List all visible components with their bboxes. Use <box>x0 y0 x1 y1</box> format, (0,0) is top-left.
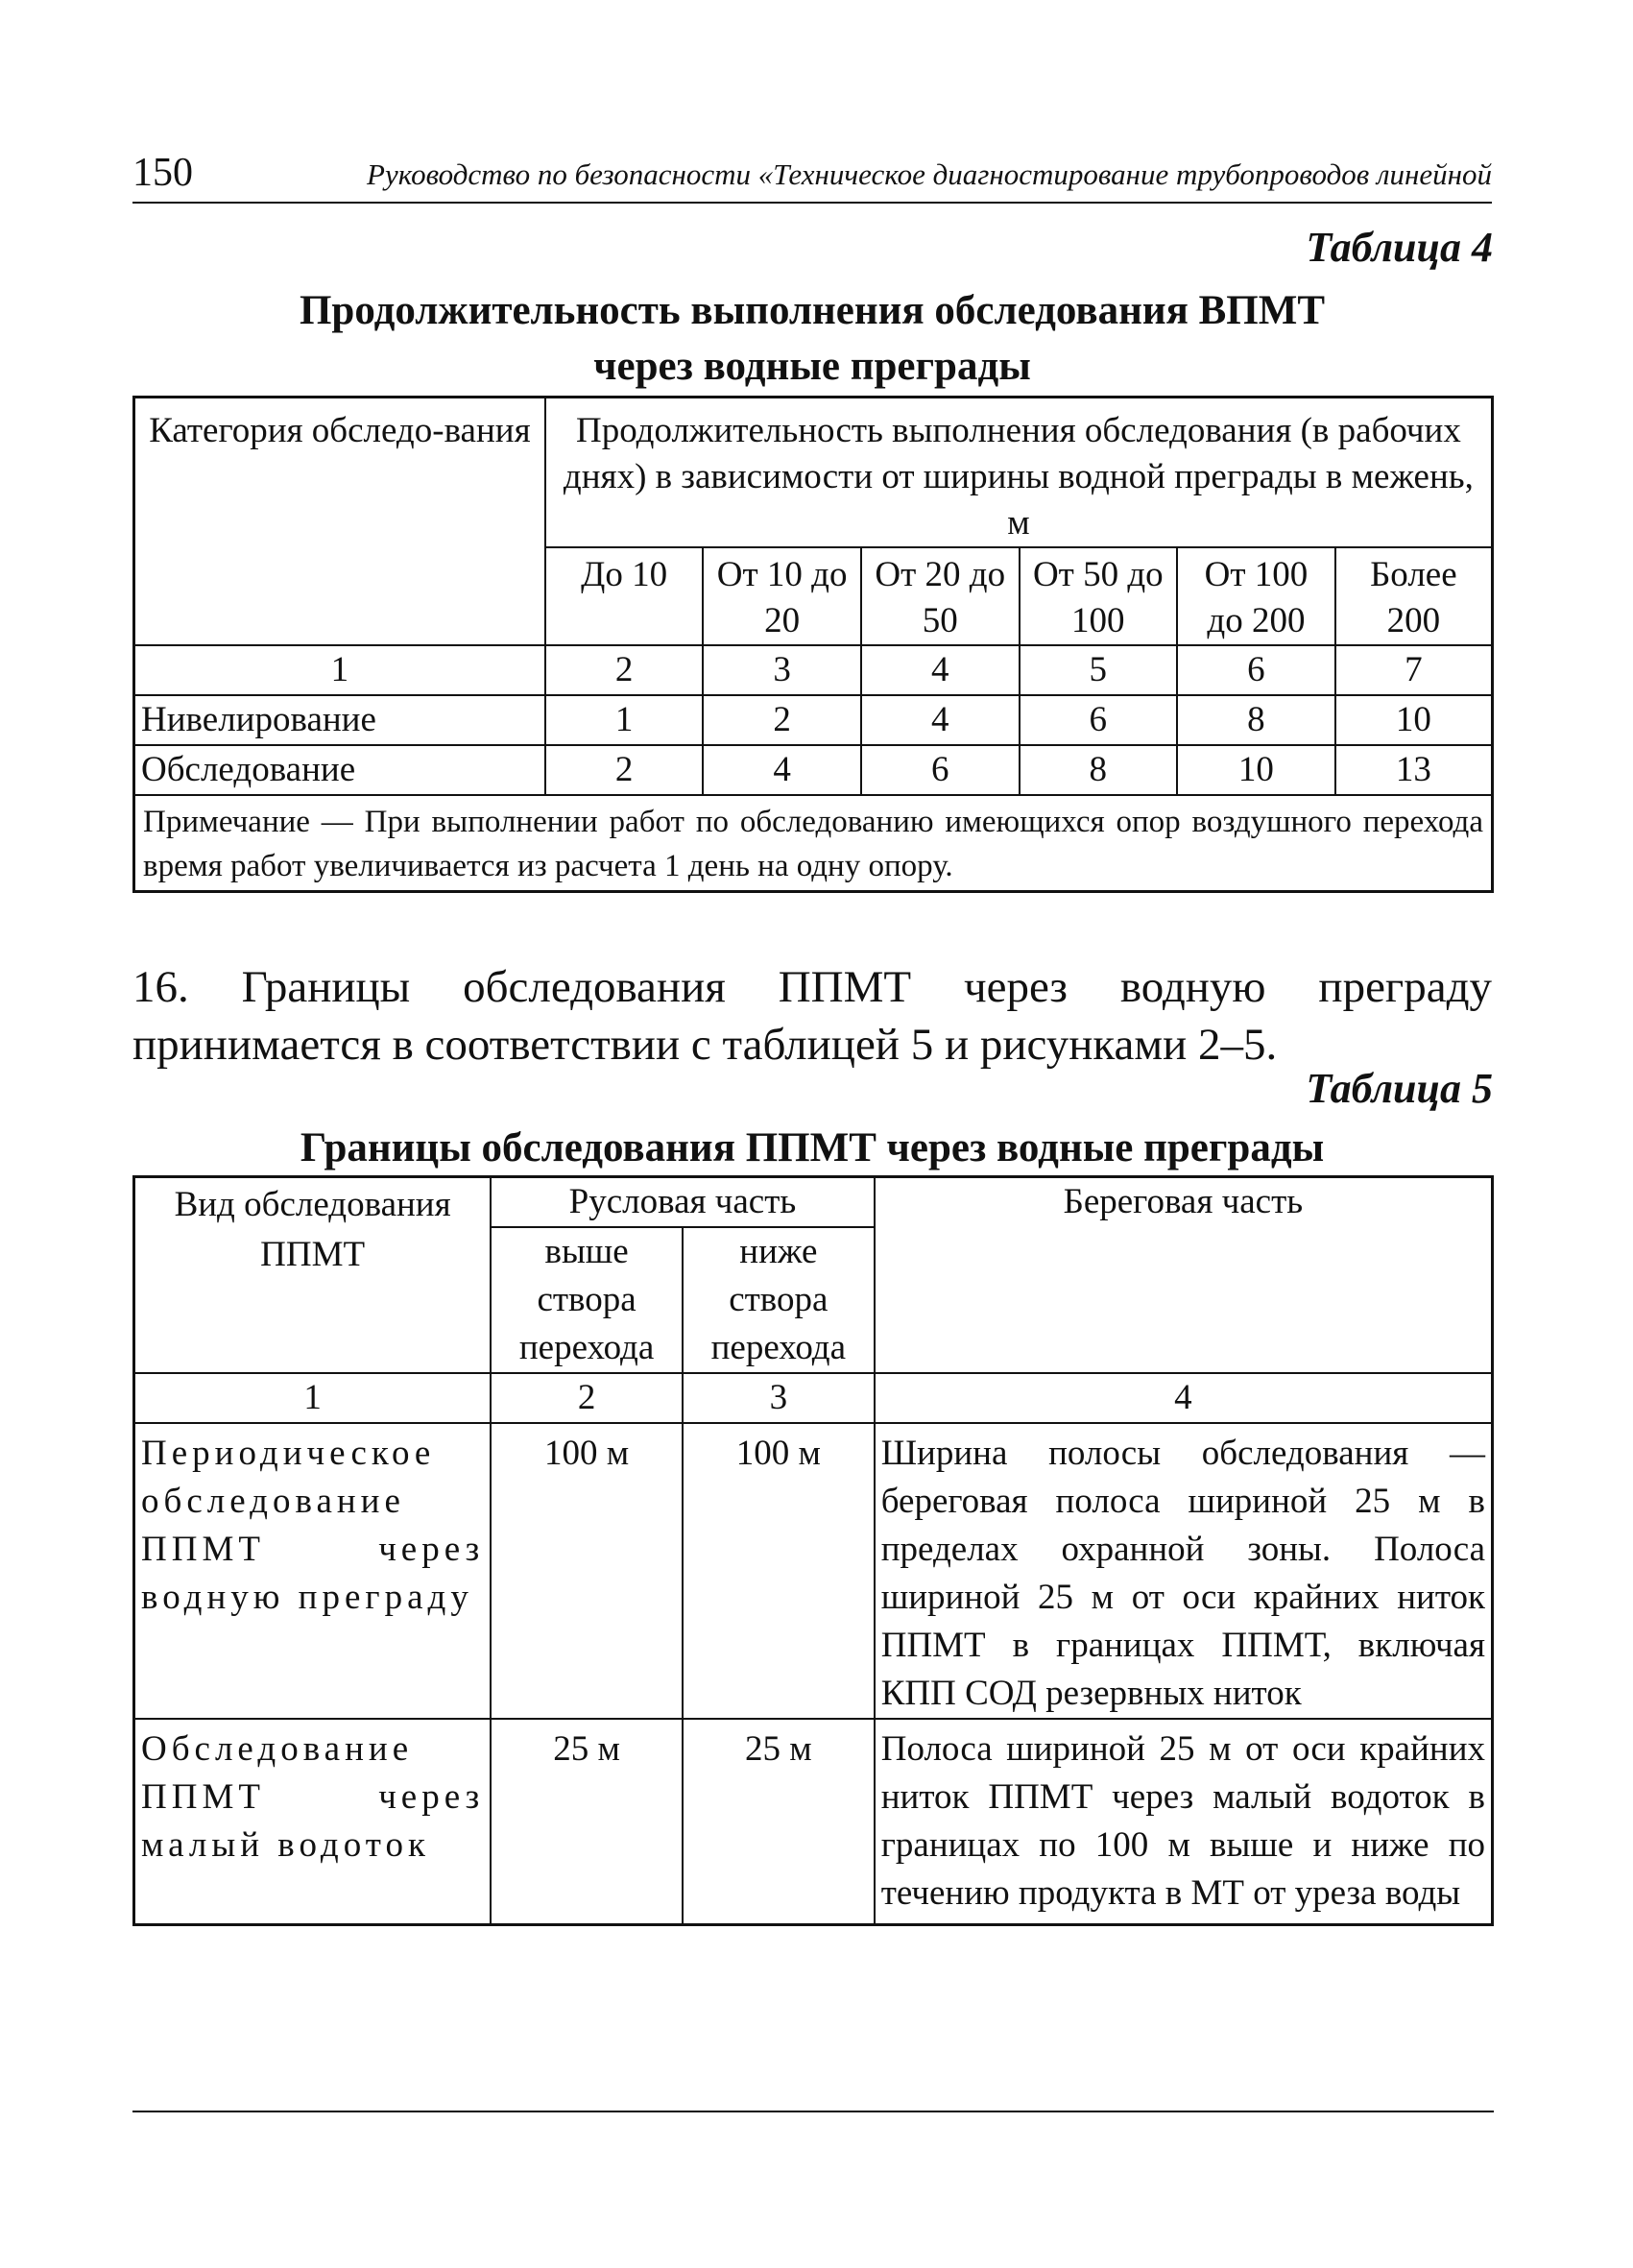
t5-col-number: 2 <box>491 1373 683 1423</box>
t4-width-header: От 50 до 100 <box>1020 547 1178 645</box>
table5-caption: Таблица 5 <box>1306 1065 1493 1112</box>
t4-col-number: 6 <box>1177 645 1335 695</box>
t4-cell: 6 <box>861 745 1020 795</box>
t4-row-name: Обследование <box>134 745 545 795</box>
t5-header-channel: Русловая часть <box>491 1177 875 1228</box>
table4-title-line2: через водные преграды <box>593 344 1031 389</box>
t4-cell: 4 <box>703 745 861 795</box>
t4-col-number: 5 <box>1020 645 1178 695</box>
t5-col-number: 1 <box>134 1373 492 1423</box>
table-row <box>134 1423 1493 1719</box>
t4-col-number: 7 <box>1335 645 1493 695</box>
t4-header-duration: Продолжительность выполнения обследования (в рабочих днях) в зависимости от ширины водной преграды в межень, м <box>545 398 1493 548</box>
t4-width-header: Более 200 <box>1335 547 1493 645</box>
t4-col-number: 2 <box>545 645 704 695</box>
table-row <box>134 1719 1493 1925</box>
t4-col-number: 4 <box>861 645 1020 695</box>
t4-width-header: От 100 до 200 <box>1177 547 1335 645</box>
page-number: 150 <box>132 151 193 195</box>
table4-title-line1: Продолжительность выполнения обследования ВПМТ <box>299 288 1326 333</box>
t5-row-type: Обследование ППМТ через малый водоток <box>134 1719 492 1925</box>
t5-header-shore: Береговая часть <box>875 1177 1493 1374</box>
t5-row-type: Периодическое обследование ППМТ через водную преграду <box>134 1423 492 1719</box>
t5-col-number: 4 <box>875 1373 1493 1423</box>
t5-col-number: 3 <box>683 1373 875 1423</box>
t5-cell-shore: Ширина полосы обследования — береговая полоса шириной 25 м в пределах охранной зоны. Полоса шириной 25 м от оси крайних ниток ППМТ в границах ППМТ, включая КПП СОД резервных ниток <box>875 1423 1493 1719</box>
t4-cell: 6 <box>1020 695 1178 745</box>
table-row <box>134 695 1493 745</box>
t5-cell-below: 25 м <box>683 1719 875 1925</box>
t4-numbering-row <box>134 645 1493 695</box>
t5-header-below: ниже створа перехода <box>683 1227 875 1373</box>
t4-cell: 10 <box>1177 745 1335 795</box>
t4-cell: 1 <box>545 695 704 745</box>
t4-note: Примечание — При выполнении работ по обследованию имеющихся опор воздушного перехода время работ увеличивается из расчета 1 день на одну опору. <box>134 795 1493 892</box>
t5-numbering-row <box>134 1373 1493 1423</box>
t4-cell: 2 <box>545 745 704 795</box>
t4-header-category: Категория обследо-вания <box>134 398 545 646</box>
running-title: Руководство по безопасности «Техническое диагностирование трубопроводов линейной <box>367 157 1492 191</box>
t4-cell: 8 <box>1020 745 1178 795</box>
table5-title: Границы обследования ППМТ через водные преграды <box>300 1125 1325 1170</box>
t4-cell: 8 <box>1177 695 1335 745</box>
t4-width-header: От 20 до 50 <box>861 547 1020 645</box>
t4-cell: 4 <box>861 695 1020 745</box>
table-row <box>134 745 1493 795</box>
bottom-rule <box>132 2111 1494 2112</box>
page-header <box>132 144 1492 204</box>
t4-width-header: От 10 до 20 <box>703 547 861 645</box>
paragraph-16: 16. Границы обследования ППМТ через водную преграду принимается в соответствии с таблицей 5 и рисунками 2–5. <box>132 962 1492 1070</box>
t4-row-name: Нивелирование <box>134 695 545 745</box>
t4-col-number: 3 <box>703 645 861 695</box>
t5-cell-shore: Полоса шириной 25 м от оси крайних ниток ППМТ через малый водоток в границах по 100 м выше и ниже по течению продукта в МТ от уреза воды <box>875 1719 1493 1925</box>
t5-header-type: Вид обследования ППМТ <box>134 1177 492 1374</box>
table4-caption: Таблица 4 <box>1306 224 1493 271</box>
t4-cell: 13 <box>1335 745 1493 795</box>
table4 <box>132 396 1494 893</box>
table5 <box>132 1175 1494 1926</box>
t4-width-header: До 10 <box>545 547 704 645</box>
t4-cell: 2 <box>703 695 861 745</box>
t5-cell-above: 100 м <box>491 1423 683 1719</box>
t4-col-number: 1 <box>134 645 545 695</box>
t4-cell: 10 <box>1335 695 1493 745</box>
t5-header-above: выше створа перехода <box>491 1227 683 1373</box>
t5-cell-below: 100 м <box>683 1423 875 1719</box>
t5-cell-above: 25 м <box>491 1719 683 1925</box>
